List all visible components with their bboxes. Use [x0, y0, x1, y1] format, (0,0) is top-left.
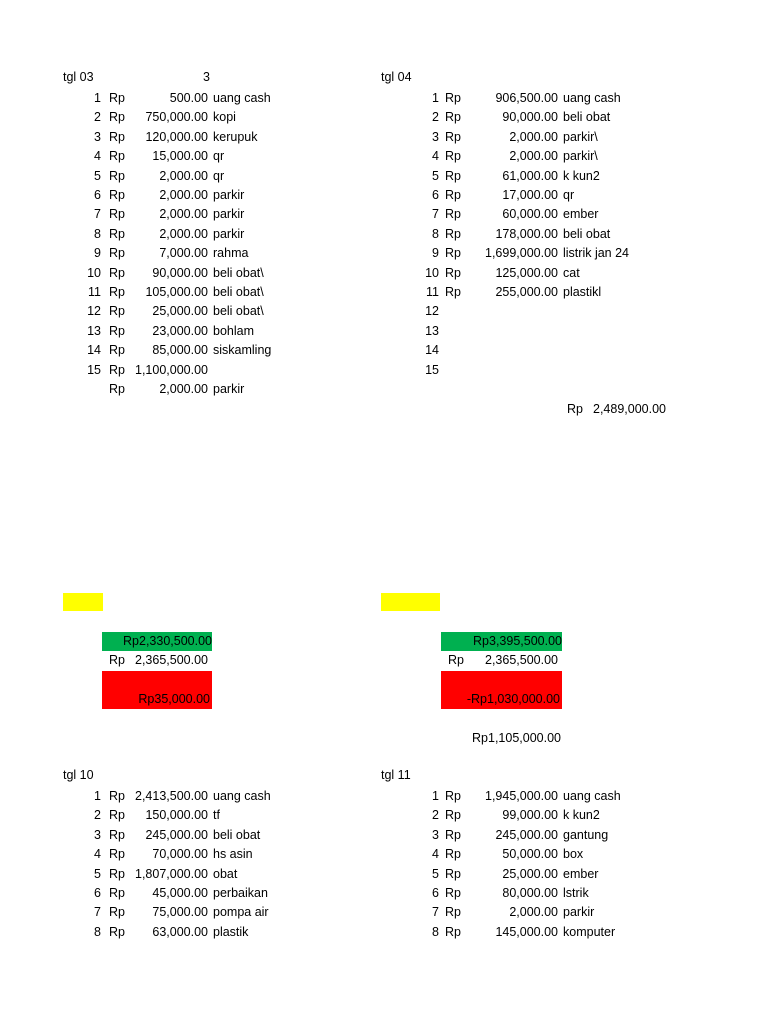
table-row — [381, 361, 681, 380]
row-description: box — [563, 847, 584, 862]
table-row — [63, 884, 363, 903]
row-number: 4 — [94, 847, 101, 862]
table-row — [63, 322, 363, 341]
row-description: siskamling — [213, 343, 272, 358]
row-description: beli obat\ — [213, 285, 264, 299]
row-currency: Rp — [109, 905, 125, 920]
row-number: 5 — [432, 168, 439, 183]
table-row — [63, 302, 363, 321]
row-amount: 15,000.00 — [152, 149, 208, 164]
row-number: 7 — [94, 905, 101, 920]
row-amount: 90,000.00 — [502, 110, 558, 125]
table-row — [63, 225, 363, 244]
summary-red-cell — [441, 671, 562, 709]
row-number: 5 — [432, 866, 439, 881]
row-description: parkir\ — [563, 149, 598, 164]
summary-red-value: -Rp1,030,000.00 — [466, 692, 560, 706]
row-currency: Rp — [109, 149, 125, 164]
row-currency: Rp — [445, 905, 461, 920]
row-currency: Rp — [109, 265, 125, 280]
row-currency: Rp — [445, 827, 461, 842]
total-currency: Rp — [567, 402, 583, 416]
row-currency: Rp — [109, 207, 125, 222]
row-description: obat — [213, 866, 238, 881]
row-description: uang cash — [213, 789, 271, 803]
row-number: 3 — [432, 827, 439, 842]
row-currency: Rp — [109, 886, 125, 900]
table-row — [63, 923, 363, 942]
block-tgl-03 — [63, 70, 363, 400]
table-row — [381, 225, 681, 244]
block-tgl-11 — [381, 768, 701, 943]
row-description: hs asin — [213, 847, 253, 862]
row-currency: Rp — [445, 285, 461, 299]
row-description: kopi — [213, 110, 236, 125]
row-amount: 245,000.00 — [495, 827, 558, 842]
row-currency: Rp — [445, 91, 461, 105]
row-amount: 2,413,500.00 — [135, 789, 208, 803]
block-title: tgl 11 — [381, 768, 411, 782]
row-number: 13 — [425, 323, 439, 338]
row-currency: Rp — [445, 207, 461, 222]
row-amount: 63,000.00 — [152, 924, 208, 939]
row-currency: Rp — [109, 323, 125, 338]
table-row — [63, 167, 363, 186]
summary-red-value: Rp35,000.00 — [138, 692, 210, 706]
yellow-highlight-cell — [63, 593, 103, 611]
row-amount: 75,000.00 — [152, 905, 208, 920]
row-currency: Rp — [109, 362, 125, 377]
row-description: parkir — [563, 905, 595, 920]
row-currency: Rp — [109, 847, 125, 862]
row-number: 12 — [87, 304, 101, 319]
row-currency: Rp — [445, 866, 461, 881]
table-row — [381, 826, 681, 845]
table-row — [381, 845, 681, 864]
row-amount: 2,000.00 — [159, 168, 208, 183]
row-description: lstrik — [563, 886, 589, 900]
row-number: 1 — [94, 789, 101, 803]
row-number: 14 — [425, 343, 439, 358]
row-number: 1 — [94, 91, 101, 105]
row-currency: Rp — [445, 226, 461, 241]
yellow-highlight-cell — [381, 593, 440, 611]
table-row — [63, 128, 363, 147]
row-currency: Rp — [109, 866, 125, 881]
table-row — [381, 302, 681, 321]
row-description: tf — [213, 808, 220, 823]
row-number: 3 — [94, 129, 101, 144]
table-row — [63, 244, 363, 263]
row-currency: Rp — [445, 886, 461, 900]
table-row — [381, 884, 681, 903]
row-currency: Rp — [445, 149, 461, 164]
row-amount: 245,000.00 — [145, 827, 208, 842]
row-amount: 500.00 — [169, 91, 208, 105]
row-number: 14 — [87, 343, 101, 358]
row-number: 4 — [432, 847, 439, 862]
row-currency: Rp — [109, 285, 125, 299]
row-amount: 80,000.00 — [502, 886, 558, 900]
table-row — [381, 787, 681, 806]
row-currency: Rp — [109, 246, 125, 261]
row-description: ember — [563, 207, 599, 222]
table-row — [381, 806, 681, 825]
row-amount: 61,000.00 — [502, 168, 558, 183]
row-currency: Rp — [109, 382, 125, 396]
row-currency: Rp — [109, 188, 125, 202]
row-description: komputer — [563, 924, 616, 939]
total-amount: 2,489,000.00 — [593, 402, 666, 416]
table-row — [63, 380, 363, 399]
row-amount: 750,000.00 — [145, 110, 208, 125]
row-currency: Rp — [109, 226, 125, 241]
row-number: 13 — [87, 323, 101, 338]
block-title: tgl 03 — [63, 70, 94, 84]
row-number: 7 — [432, 207, 439, 222]
row-amount: 17,000.00 — [502, 188, 558, 202]
row-description: uang cash — [563, 789, 621, 803]
row-amount: 1,699,000.00 — [485, 246, 558, 261]
table-row — [381, 89, 681, 108]
row-amount: 125,000.00 — [495, 265, 558, 280]
row-amount: 145,000.00 — [495, 924, 558, 939]
row-number: 11 — [426, 285, 439, 299]
table-row — [63, 186, 363, 205]
row-amount: 2,000.00 — [509, 129, 558, 144]
row-amount: 99,000.00 — [502, 808, 558, 823]
row-number: 6 — [94, 886, 101, 900]
summary-amount: 2,365,500.00 — [135, 653, 208, 667]
row-number: 2 — [94, 110, 101, 125]
row-currency: Rp — [109, 808, 125, 823]
table-row — [63, 826, 363, 845]
row-description: bohlam — [213, 323, 254, 338]
table-row — [381, 264, 681, 283]
row-currency: Rp — [445, 168, 461, 183]
row-number: 2 — [432, 808, 439, 823]
row-description: listrik jan 24 — [563, 246, 629, 261]
row-currency: Rp — [445, 110, 461, 125]
row-amount: 105,000.00 — [145, 285, 208, 299]
row-currency: Rp — [445, 246, 461, 261]
row-number: 4 — [432, 149, 439, 164]
row-description: uang cash — [213, 91, 271, 105]
row-currency: Rp — [109, 168, 125, 183]
row-currency: Rp — [109, 343, 125, 358]
block-title: tgl 10 — [63, 768, 94, 782]
row-description: beli obat\ — [213, 265, 264, 280]
row-amount: 50,000.00 — [502, 847, 558, 862]
table-row — [63, 341, 363, 360]
table-row — [381, 923, 681, 942]
row-number: 12 — [425, 304, 439, 319]
row-currency: Rp — [445, 129, 461, 144]
row-description: k kun2 — [563, 808, 600, 823]
row-currency: Rp — [109, 924, 125, 939]
row-currency: Rp — [109, 304, 125, 319]
row-amount: 1,945,000.00 — [485, 789, 558, 803]
row-number: 1 — [432, 789, 439, 803]
row-amount: 255,000.00 — [495, 285, 558, 299]
table-row — [381, 205, 681, 224]
block-title: tgl 04 — [381, 70, 412, 84]
row-description: uang cash — [563, 91, 621, 105]
row-amount: 178,000.00 — [495, 226, 558, 241]
row-number: 8 — [432, 924, 439, 939]
row-amount: 2,000.00 — [159, 207, 208, 222]
row-description: gantung — [563, 827, 609, 842]
row-amount: 2,000.00 — [159, 188, 208, 202]
summary-green-cell: Rp3,395,500.00 — [441, 632, 562, 651]
row-description: qr — [563, 188, 575, 202]
row-number: 8 — [94, 924, 101, 939]
table-row — [63, 787, 363, 806]
block-tgl-04 — [381, 70, 701, 380]
row-description: beli obat — [213, 827, 261, 842]
row-amount: 70,000.00 — [152, 847, 208, 862]
table-row — [63, 845, 363, 864]
row-description: cat — [563, 265, 580, 280]
row-description: parkir — [213, 226, 245, 241]
summary-currency: Rp — [448, 653, 464, 667]
row-amount: 85,000.00 — [152, 343, 208, 358]
summary-below-value: Rp1,105,000.00 — [472, 731, 561, 745]
block-title-extra: 3 — [203, 70, 210, 84]
row-amount: 2,000.00 — [159, 382, 208, 396]
row-amount: 90,000.00 — [152, 265, 208, 280]
row-description: perbaikan — [213, 886, 268, 900]
row-number: 3 — [94, 827, 101, 842]
table-row — [63, 283, 363, 302]
table-row — [381, 128, 681, 147]
summary-green-cell: Rp2,330,500.00 — [102, 632, 212, 651]
table-row — [381, 167, 681, 186]
row-description: beli obat — [563, 226, 611, 241]
row-currency: Rp — [109, 91, 125, 105]
row-amount: 1,807,000.00 — [135, 866, 208, 881]
row-number: 9 — [432, 246, 439, 261]
row-amount: 25,000.00 — [152, 304, 208, 319]
row-number: 8 — [432, 226, 439, 241]
summary-amount: 2,365,500.00 — [485, 653, 558, 667]
row-number: 15 — [425, 362, 439, 377]
row-number: 10 — [425, 265, 439, 280]
row-number: 9 — [94, 246, 101, 261]
row-description: plastik — [213, 924, 249, 939]
table-row — [381, 108, 681, 127]
table-row — [63, 205, 363, 224]
row-amount: 2,000.00 — [159, 226, 208, 241]
row-amount: 23,000.00 — [152, 323, 208, 338]
row-number: 3 — [432, 129, 439, 144]
row-number: 6 — [432, 886, 439, 900]
summary-red-cell — [102, 671, 212, 709]
row-number: 4 — [94, 149, 101, 164]
row-currency: Rp — [445, 808, 461, 823]
row-amount: 60,000.00 — [502, 207, 558, 222]
row-amount: 2,000.00 — [509, 149, 558, 164]
table-row — [381, 283, 681, 302]
row-description: beli obat\ — [213, 304, 264, 319]
row-number: 5 — [94, 866, 101, 881]
row-amount: 150,000.00 — [145, 808, 208, 823]
table-row — [63, 264, 363, 283]
row-number: 6 — [94, 188, 101, 202]
row-amount: 120,000.00 — [145, 129, 208, 144]
row-currency: Rp — [109, 827, 125, 842]
table-row — [63, 903, 363, 922]
row-description: parkir — [213, 188, 245, 202]
row-currency: Rp — [445, 847, 461, 862]
summary-currency: Rp — [109, 653, 125, 667]
row-number: 7 — [432, 905, 439, 920]
row-number: 15 — [87, 362, 101, 377]
row-number: 5 — [94, 168, 101, 183]
row-currency: Rp — [445, 789, 461, 803]
row-amount: 45,000.00 — [152, 886, 208, 900]
row-amount: 2,000.00 — [509, 905, 558, 920]
row-amount: 25,000.00 — [502, 866, 558, 881]
row-description: pompa air — [213, 905, 269, 920]
table-row — [381, 244, 681, 263]
row-description: parkir\ — [563, 129, 598, 144]
row-number: 2 — [94, 808, 101, 823]
table-row — [381, 341, 681, 360]
row-currency: Rp — [445, 265, 461, 280]
row-number: 11 — [88, 285, 101, 299]
table-row — [63, 806, 363, 825]
table-row — [63, 108, 363, 127]
row-number: 7 — [94, 207, 101, 222]
row-description: rahma — [213, 246, 249, 261]
row-currency: Rp — [109, 110, 125, 125]
row-currency: Rp — [445, 188, 461, 202]
row-currency: Rp — [109, 789, 125, 803]
row-description: plastikl — [563, 285, 602, 299]
row-number: 8 — [94, 226, 101, 241]
row-description: parkir — [213, 382, 245, 396]
table-row — [381, 865, 681, 884]
row-amount: 1,100,000.00 — [135, 362, 208, 377]
block-tgl-10 — [63, 768, 363, 943]
row-description: qr — [213, 149, 225, 164]
table-row — [63, 865, 363, 884]
row-number: 1 — [432, 91, 439, 105]
table-row — [381, 903, 681, 922]
row-description: parkir — [213, 207, 245, 222]
row-description: beli obat — [563, 110, 611, 125]
row-number: 10 — [87, 265, 101, 280]
table-row — [381, 322, 681, 341]
row-description: k kun2 — [563, 168, 600, 183]
table-row — [381, 147, 681, 166]
row-description: ember — [563, 866, 599, 881]
table-row — [381, 186, 681, 205]
row-number: 6 — [432, 188, 439, 202]
row-description: kerupuk — [213, 129, 258, 144]
table-row — [63, 147, 363, 166]
row-amount: 7,000.00 — [159, 246, 208, 261]
row-currency: Rp — [109, 129, 125, 144]
row-amount: 906,500.00 — [495, 91, 558, 105]
row-number: 2 — [432, 110, 439, 125]
table-row — [63, 89, 363, 108]
row-currency: Rp — [445, 924, 461, 939]
table-row — [63, 361, 363, 380]
row-description: qr — [213, 168, 225, 183]
